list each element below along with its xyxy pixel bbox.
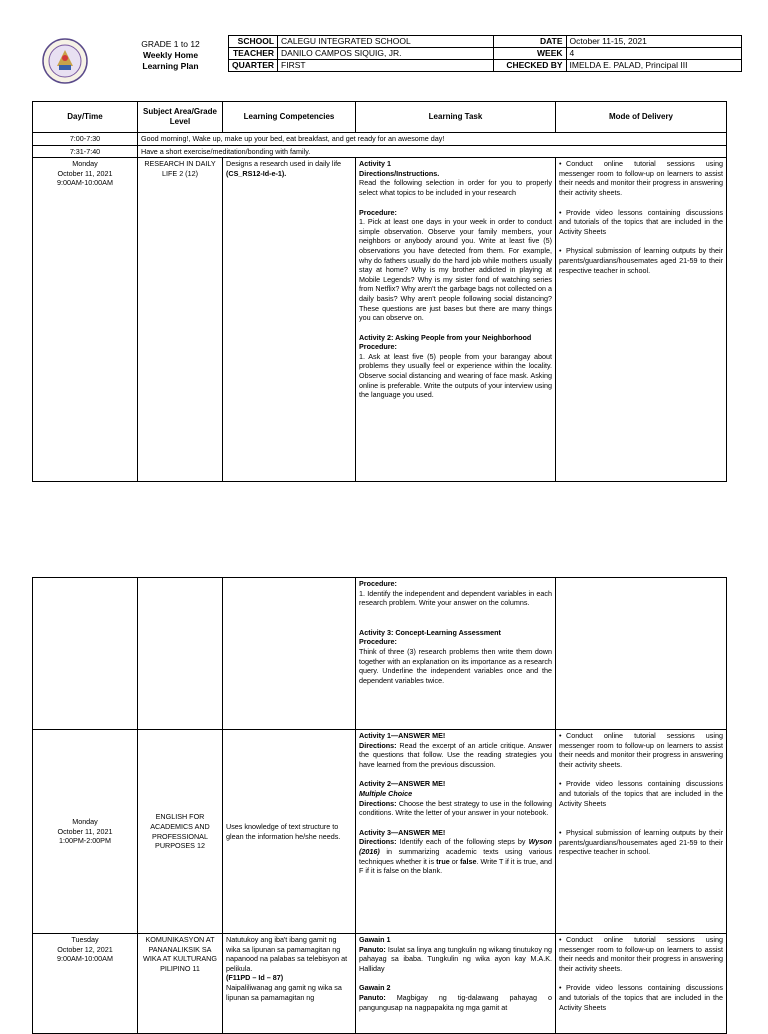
plan-title-line: GRADE 1 to 12 <box>141 39 200 49</box>
school-value: CALEGU INTEGRATED SCHOOL <box>278 36 494 48</box>
learning-plan-table-continued <box>32 577 727 1034</box>
plan-title-line: Learning Plan <box>142 61 199 71</box>
activity-title: Activity 1—ANSWER ME! <box>359 731 446 740</box>
schedule-row-english <box>33 730 727 934</box>
routine-text: Good morning!, Wake up, make up your bed, eat breakfast, and get ready for an awesome day! <box>138 133 727 146</box>
mode-item: • Provide video lessons containing discussions and tutorials of the topics that are included in the Activity Sheets <box>559 207 723 236</box>
learning-task-cell <box>356 578 556 730</box>
quarter-value: FIRST <box>278 60 494 72</box>
routine-time: 7:31-7:40 <box>33 145 138 158</box>
competency-text: Naipaliliwanag ang gamit ng wika sa lipunan sa pamamagitan ng <box>226 982 342 1002</box>
deped-seal-icon <box>42 38 88 84</box>
header-row <box>229 60 742 72</box>
mode-item: • Conduct online tutorial sessions using messenger room to follow-up on learners to assist their needs and monitor their progress in answering their activity sheets. <box>559 159 723 197</box>
day-date: October 12, 2021 <box>57 944 113 954</box>
continued-research-row <box>33 578 727 730</box>
competency-code: (F11PD – Id – 87) <box>226 973 284 983</box>
plan-title <box>118 39 223 72</box>
mode-item: • Physical submission of learning outputs by their parents/guardians/housemates aged 21-59 to their respective teacher in school. <box>559 828 723 857</box>
day-date: October 11, 2021 <box>57 168 113 178</box>
procedure-label: Procedure: <box>359 637 397 647</box>
table-header-row <box>33 102 727 133</box>
mode-of-delivery-cell <box>556 730 727 934</box>
date-label: DATE <box>494 36 566 48</box>
header-row <box>229 48 742 60</box>
activity-title: Gawain 2 <box>359 983 391 993</box>
procedure-label: Procedure: <box>359 579 397 588</box>
activity-title: Activity 3—ANSWER ME! <box>359 827 446 837</box>
week-label: WEEK <box>494 48 566 60</box>
header-row <box>229 36 742 48</box>
day-time-cell <box>33 934 138 1034</box>
competency-cell <box>223 934 356 1034</box>
day-time: 1:00PM-2:00PM <box>59 836 111 846</box>
date-value: October 11-15, 2021 <box>566 36 741 48</box>
mode-item: • Physical submission of learning outputs by their parents/guardians/housemates aged 21-59 to their respective teacher in school. <box>559 246 723 275</box>
subject-cell: KOMUNIKASYON AT PANANALIKSIK SA WIKA AT KULTURANG PILIPINO 11 <box>138 934 223 1034</box>
activity-title: Gawain 1 <box>359 935 391 944</box>
day-name: Tuesday <box>71 935 99 944</box>
procedure-label: Procedure: <box>359 207 397 217</box>
routine-row <box>33 145 727 158</box>
procedure-text: 1. Ask at least five (5) people from your barangay about problems they usually feel or experience within the locality. Observe social distancing and wearing of face mask. Asking online is preferable. Write the outputs of your interview using the language you used. <box>359 351 552 400</box>
learning-plan-table <box>32 101 727 482</box>
competency-text: Natutukoy ang iba't ibang gamit ng wika sa lipunan sa pamamagitan ng napanood na palabas sa telebisyon at pelikula. <box>226 935 348 973</box>
plan-title-line: Weekly Home <box>142 50 199 60</box>
day-date: October 11, 2021 <box>57 826 113 836</box>
learning-task-cell: Activity 1—ANSWER ME! Directions: Read the excerpt of an article critique. Answer the questions that follow. Use the reading strategies you have learned from the previous discussion. Activity 2—ANSWER ME! Multiple Choice Directions: Choose the best strategy to use in the following conditions. Write the letter of your answer in your notebook. Activity 3—ANSWER ME! Directions: Identify each of the following steps by Wyson (2016) in summarizing academic texts using various techniques whether it is true or false. Write T if it is true, and F if it is false on the blank. <box>356 730 556 934</box>
mode-item: • Provide video lessons containing discussions and tutorials of the topics that are included in the Activity Sheets <box>559 779 723 808</box>
learning-task-cell <box>356 158 556 482</box>
routine-time: 7:00-7:30 <box>33 133 138 146</box>
activity-title: Activity 2: Asking People from your Neighborhood <box>359 332 532 342</box>
col-header-mode-of-delivery: Mode of Delivery <box>556 102 727 133</box>
activity-title: Activity 1 <box>359 159 391 169</box>
competency-code: (CS_RS12-Id-e-1). <box>226 168 287 178</box>
plan-header <box>32 35 742 90</box>
activity-directions-label: Directions/Instructions. <box>359 168 440 178</box>
competency-text: Designs a research used in daily life <box>226 159 342 169</box>
page-break <box>0 540 768 577</box>
subject-cell: ENGLISH FOR ACADEMICS AND PROFESSIONAL PURPOSES 12 <box>138 730 223 934</box>
mode-of-delivery-cell <box>556 934 727 1034</box>
day-time: 9:00AM-10:00AM <box>57 954 113 964</box>
mode-item: • Conduct online tutorial sessions using messenger room to follow-up on learners to assist their needs and monitor their progress in answering their activity sheets. <box>559 935 723 973</box>
activity-title: Activity 3: Concept-Learning Assessment <box>359 627 501 637</box>
procedure-text: Think of three (3) research problems then write them down together with an explanation on its importance as a research query. Underline the independent variables once and the dependent variables twice. <box>359 646 552 685</box>
header-info-table <box>228 35 742 72</box>
week-value: 4 <box>566 48 741 60</box>
activity-title: Activity 2—ANSWER ME! <box>359 779 446 789</box>
col-header-competencies: Learning Competencies <box>223 102 356 133</box>
schedule-row-filipino <box>33 934 727 1034</box>
routine-text: Have a short exercise/meditation/bonding with family. <box>138 145 727 158</box>
school-label: SCHOOL <box>229 36 278 48</box>
col-header-day-time: Day/Time <box>33 102 138 133</box>
mode-of-delivery-cell <box>556 158 727 482</box>
day-time-cell <box>33 730 138 934</box>
activity-text: Read the following selection in order for you to properly select what topics to be included in your research <box>359 178 552 197</box>
teacher-value: DANILO CAMPOS SIQUIG, JR. <box>278 48 494 60</box>
checked-by-value: IMELDA E. PALAD, Principal III <box>566 60 741 72</box>
col-header-subject: Subject Area/Grade Level <box>138 102 223 133</box>
learning-task-cell: Gawain 1 Panuto: Isulat sa linya ang tungkulin ng wikang tinutukoy ng pahayag sa ibaba. Tungkulin ng wika ayon kay M.A.K. Halliday Gawain 2 Panuto: Magbigay ng tig-dalawang pahayag o pangungusap na nagpapakita ng mga gamit at <box>356 934 556 1034</box>
quarter-label: QUARTER <box>229 60 278 72</box>
schedule-row-research <box>33 158 727 482</box>
col-header-learning-task: Learning Task <box>356 102 556 133</box>
competency-cell: Uses knowledge of text structure to glean the information he/she needs. <box>223 730 356 934</box>
day-time-cell <box>33 158 138 482</box>
mode-item: • Provide video lessons containing discussions and tutorials of the topics that are included in the Activity Sheets <box>559 983 723 1012</box>
routine-row <box>33 133 727 146</box>
procedure-label: Procedure: <box>359 342 397 352</box>
teacher-label: TEACHER <box>229 48 278 60</box>
day-name: Monday <box>72 159 98 169</box>
mode-item: • Conduct online tutorial sessions using messenger room to follow-up on learners to assist their needs and monitor their progress in answering their activity sheets. <box>559 731 723 769</box>
procedure-text: 1. Pick at least one days in your week in order to conduct simple observation. Observe your family members, your neighbors or anybody around you. Write at least five (5) observations you have detected from them. For example, why do fathers usually do the hard job while mothers usually stay at home? Why is my brother addicted in playing at Mobile Legends? Why is my sister fond of watching series from Netflix? Why aren't the garbage bags not collected on a daily basis? Why aren't people following social distancing? These questions are just bases but there are many things you can observe on. <box>359 217 552 323</box>
competency-cell <box>223 158 356 482</box>
subject-cell: RESEARCH IN DAILY LIFE 2 (12) <box>138 158 223 482</box>
checked-by-label: CHECKED BY <box>494 60 566 72</box>
day-time: 9:00AM-10:00AM <box>57 178 113 188</box>
procedure-text: 1. Identify the independent and dependent variables in each research problem. Write your answer on the columns. <box>359 588 552 608</box>
activity-subtitle: Multiple Choice <box>359 788 413 798</box>
day-name: Monday <box>72 817 98 827</box>
